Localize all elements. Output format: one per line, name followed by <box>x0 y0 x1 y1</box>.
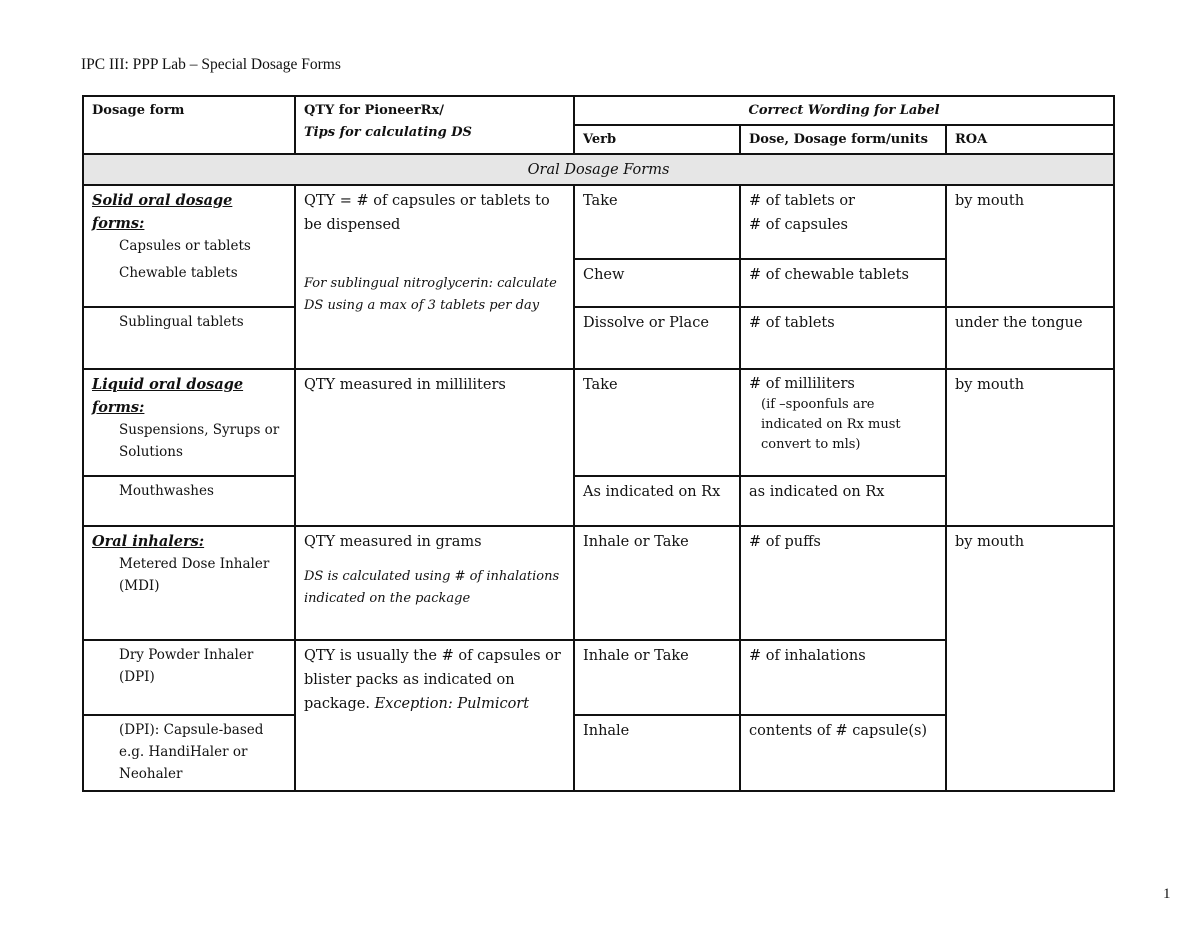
liquid-dose-ml-cell <box>740 369 946 476</box>
header-correct-wording: Correct Wording for Label <box>574 96 1114 125</box>
solid-chewable-cell <box>83 259 295 307</box>
section-title-oral: Oral Dosage Forms <box>83 154 1114 185</box>
inhaler-capsule-label: (DPI): Capsule-based e.g. HandiHaler or Neohaler <box>119 722 264 782</box>
solid-sublingual-label: Sublingual tablets <box>119 314 244 330</box>
liquid-verb-indicated: As indicated on Rx <box>574 476 740 526</box>
solid-verb-chew: Chew <box>574 259 740 307</box>
liquid-suspensions-label: Suspensions, Syrups or Solutions <box>119 422 280 460</box>
solid-verb-take: Take <box>574 185 740 259</box>
header-qty-line2: Tips for calculating DS <box>304 125 472 140</box>
inhaler-dose-capsule: contents of # capsule(s) <box>740 715 946 791</box>
table-row <box>83 307 1114 369</box>
inhaler-mdi-qty: QTY measured in grams <box>304 534 482 550</box>
solid-qty-text: QTY = # of capsules or tablets to be dispensed <box>304 193 550 233</box>
inhaler-roa: by mouth <box>946 526 1114 791</box>
inhaler-dpi-cell <box>83 640 295 715</box>
inhaler-dpi-qty-cell <box>295 640 574 791</box>
inhaler-capsule-cell <box>83 715 295 791</box>
liquid-mouthwashes-cell <box>83 476 295 526</box>
solid-dose-chew: # of chewable tablets <box>740 259 946 307</box>
liquid-dose-indicated: as indicated on Rx <box>740 476 946 526</box>
liquid-forms-cell <box>83 369 295 476</box>
header-qty-line1: QTY for PioneerRx/ <box>304 103 444 118</box>
dosage-forms-table <box>82 95 1115 792</box>
liquid-verb-take: Take <box>574 369 740 476</box>
table-row <box>83 526 1114 640</box>
section-row-oral <box>83 154 1114 185</box>
inhaler-mdi-note: DS is calculated using # of inhalations indicated on the package <box>304 569 560 606</box>
table-header-row <box>83 96 1114 125</box>
solid-roa-mouth: by mouth <box>946 185 1114 307</box>
header-roa: ROA <box>946 125 1114 154</box>
inhaler-dpi-label: Dry Powder Inhaler (DPI) <box>119 647 254 685</box>
solid-dose-dissolve: # of tablets <box>740 307 946 369</box>
table-row <box>83 369 1114 476</box>
liquid-forms-title-line2: forms: <box>92 399 145 416</box>
liquid-dose-ml: # of milliliters <box>749 376 855 392</box>
solid-forms-title-line2: forms: <box>92 215 145 232</box>
table-row <box>83 185 1114 259</box>
header-verb: Verb <box>574 125 740 154</box>
inhalers-title: Oral inhalers: <box>92 533 205 550</box>
header-dosage-form: Dosage form <box>83 96 295 154</box>
inhaler-mdi-qty-cell <box>295 526 574 640</box>
liquid-roa: by mouth <box>946 369 1114 526</box>
inhaler-verb-dpi: Inhale or Take <box>574 640 740 715</box>
solid-qty-cell <box>295 185 574 369</box>
liquid-forms-title-line1: Liquid oral dosage <box>92 376 244 393</box>
inhaler-dpi-exception: Exception: Pulmicort <box>374 696 530 712</box>
header-dose: Dose, Dosage form/units <box>740 125 946 154</box>
document-title: IPC III: PPP Lab – Special Dosage Forms <box>81 56 341 73</box>
solid-capsules-label: Capsules or tablets <box>119 238 251 254</box>
page-number: 1 <box>1163 886 1171 902</box>
inhaler-verb-mdi: Inhale or Take <box>574 526 740 640</box>
liquid-dose-ml-note: (if –spoonfuls are indicated on Rx must convert to mls) <box>761 397 901 452</box>
solid-chewable-label: Chewable tablets <box>119 265 238 281</box>
inhaler-dose-mdi: # of puffs <box>740 526 946 640</box>
solid-dose-take: # of tablets or # of capsules <box>740 185 946 259</box>
inhaler-dpi-qty: QTY is usually the # of capsules or blister packs as indicated on package. <box>304 648 561 712</box>
solid-sublingual-cell <box>83 307 295 369</box>
inhaler-mdi-label: Metered Dose Inhaler (MDI) <box>119 556 270 594</box>
solid-forms-cell <box>83 185 295 259</box>
liquid-mouthwashes-label: Mouthwashes <box>119 483 214 499</box>
solid-forms-title-line1: Solid oral dosage <box>92 192 233 209</box>
inhaler-dose-dpi: # of inhalations <box>740 640 946 715</box>
solid-note: For sublingual nitroglycerin: calculate DS using a max of 3 tablets per day <box>304 276 557 313</box>
inhaler-verb-capsule: Inhale <box>574 715 740 791</box>
solid-verb-dissolve: Dissolve or Place <box>574 307 740 369</box>
liquid-qty-cell: QTY measured in milliliters <box>295 369 574 526</box>
header-qty <box>295 96 574 154</box>
inhaler-mdi-cell <box>83 526 295 640</box>
solid-roa-tongue: under the tongue <box>946 307 1114 369</box>
